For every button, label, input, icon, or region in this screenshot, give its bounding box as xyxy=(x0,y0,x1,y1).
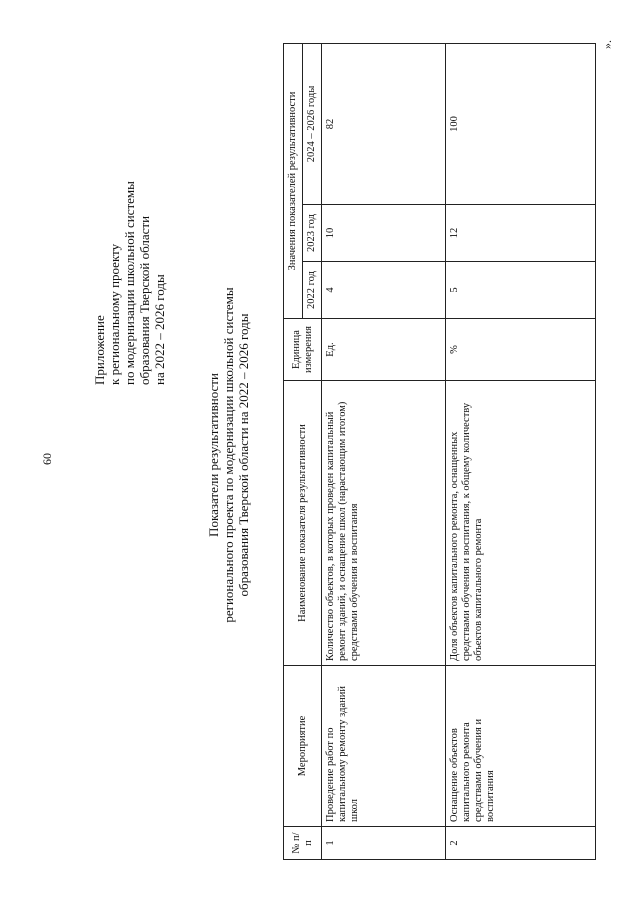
header-indicator: Наименование показателя результативности xyxy=(284,381,322,666)
appendix-line: на 2022 – 2026 годы xyxy=(152,274,167,385)
appendix-line: по модернизации школьной системы xyxy=(122,181,137,385)
page-number: 60 xyxy=(40,453,54,465)
cell-unit: % xyxy=(446,319,596,381)
header-2024-2026: 2024 – 2026 годы xyxy=(303,43,322,204)
header-num: № п/п xyxy=(284,827,322,860)
closing-mark: ». xyxy=(600,40,614,49)
appendix-line: образования Тверской области xyxy=(137,215,152,385)
cell-indicator: Доля объектов капитального ремонта, оснащенных средствами обучения и воспитания, к общему количеству объектов капитального ремонта xyxy=(446,381,596,666)
cell-2023: 12 xyxy=(446,205,596,262)
cell-2024-2026: 82 xyxy=(322,43,446,204)
header-activity: Мероприятие xyxy=(284,666,322,827)
table-row xyxy=(322,43,446,859)
cell-unit: Ед. xyxy=(322,319,446,381)
cell-2023: 10 xyxy=(322,205,446,262)
cell-activity: Проведение работ по капитальному ремонту зданий школ xyxy=(322,666,446,827)
title-line: Показатели результативности xyxy=(206,373,221,537)
appendix-line: Приложение xyxy=(92,315,107,385)
header-2022: 2022 год xyxy=(303,262,322,319)
cell-2022: 5 xyxy=(446,262,596,319)
cell-2024-2026: 100 xyxy=(446,43,596,204)
cell-2022: 4 xyxy=(322,262,446,319)
cell-num: 1 xyxy=(322,827,446,860)
header-values-group: Значения показателей результативности xyxy=(284,43,303,318)
table-row xyxy=(446,43,596,859)
title-line: регионального проекта по модернизации школьной системы xyxy=(221,287,236,623)
indicators-table xyxy=(283,43,596,860)
cell-activity: Оснащение объектов капитального ремонта средствами обучения и воспитания xyxy=(446,666,596,827)
cell-num: 2 xyxy=(446,827,596,860)
cell-indicator: Количество объектов, в которых проведен капитальный ремонт зданий, и оснащение школ (нарастающим итогом) средствами обучения и воспитания xyxy=(322,381,446,666)
table-header-row xyxy=(284,43,303,859)
document-title xyxy=(206,5,251,905)
header-unit: Единица измерения xyxy=(284,319,322,381)
header-2023: 2023 год xyxy=(303,205,322,262)
appendix-line: к региональному проекту xyxy=(107,243,122,385)
title-line: образования Тверской области на 2022 – 2026 годы xyxy=(236,313,251,597)
appendix-header xyxy=(92,181,167,385)
